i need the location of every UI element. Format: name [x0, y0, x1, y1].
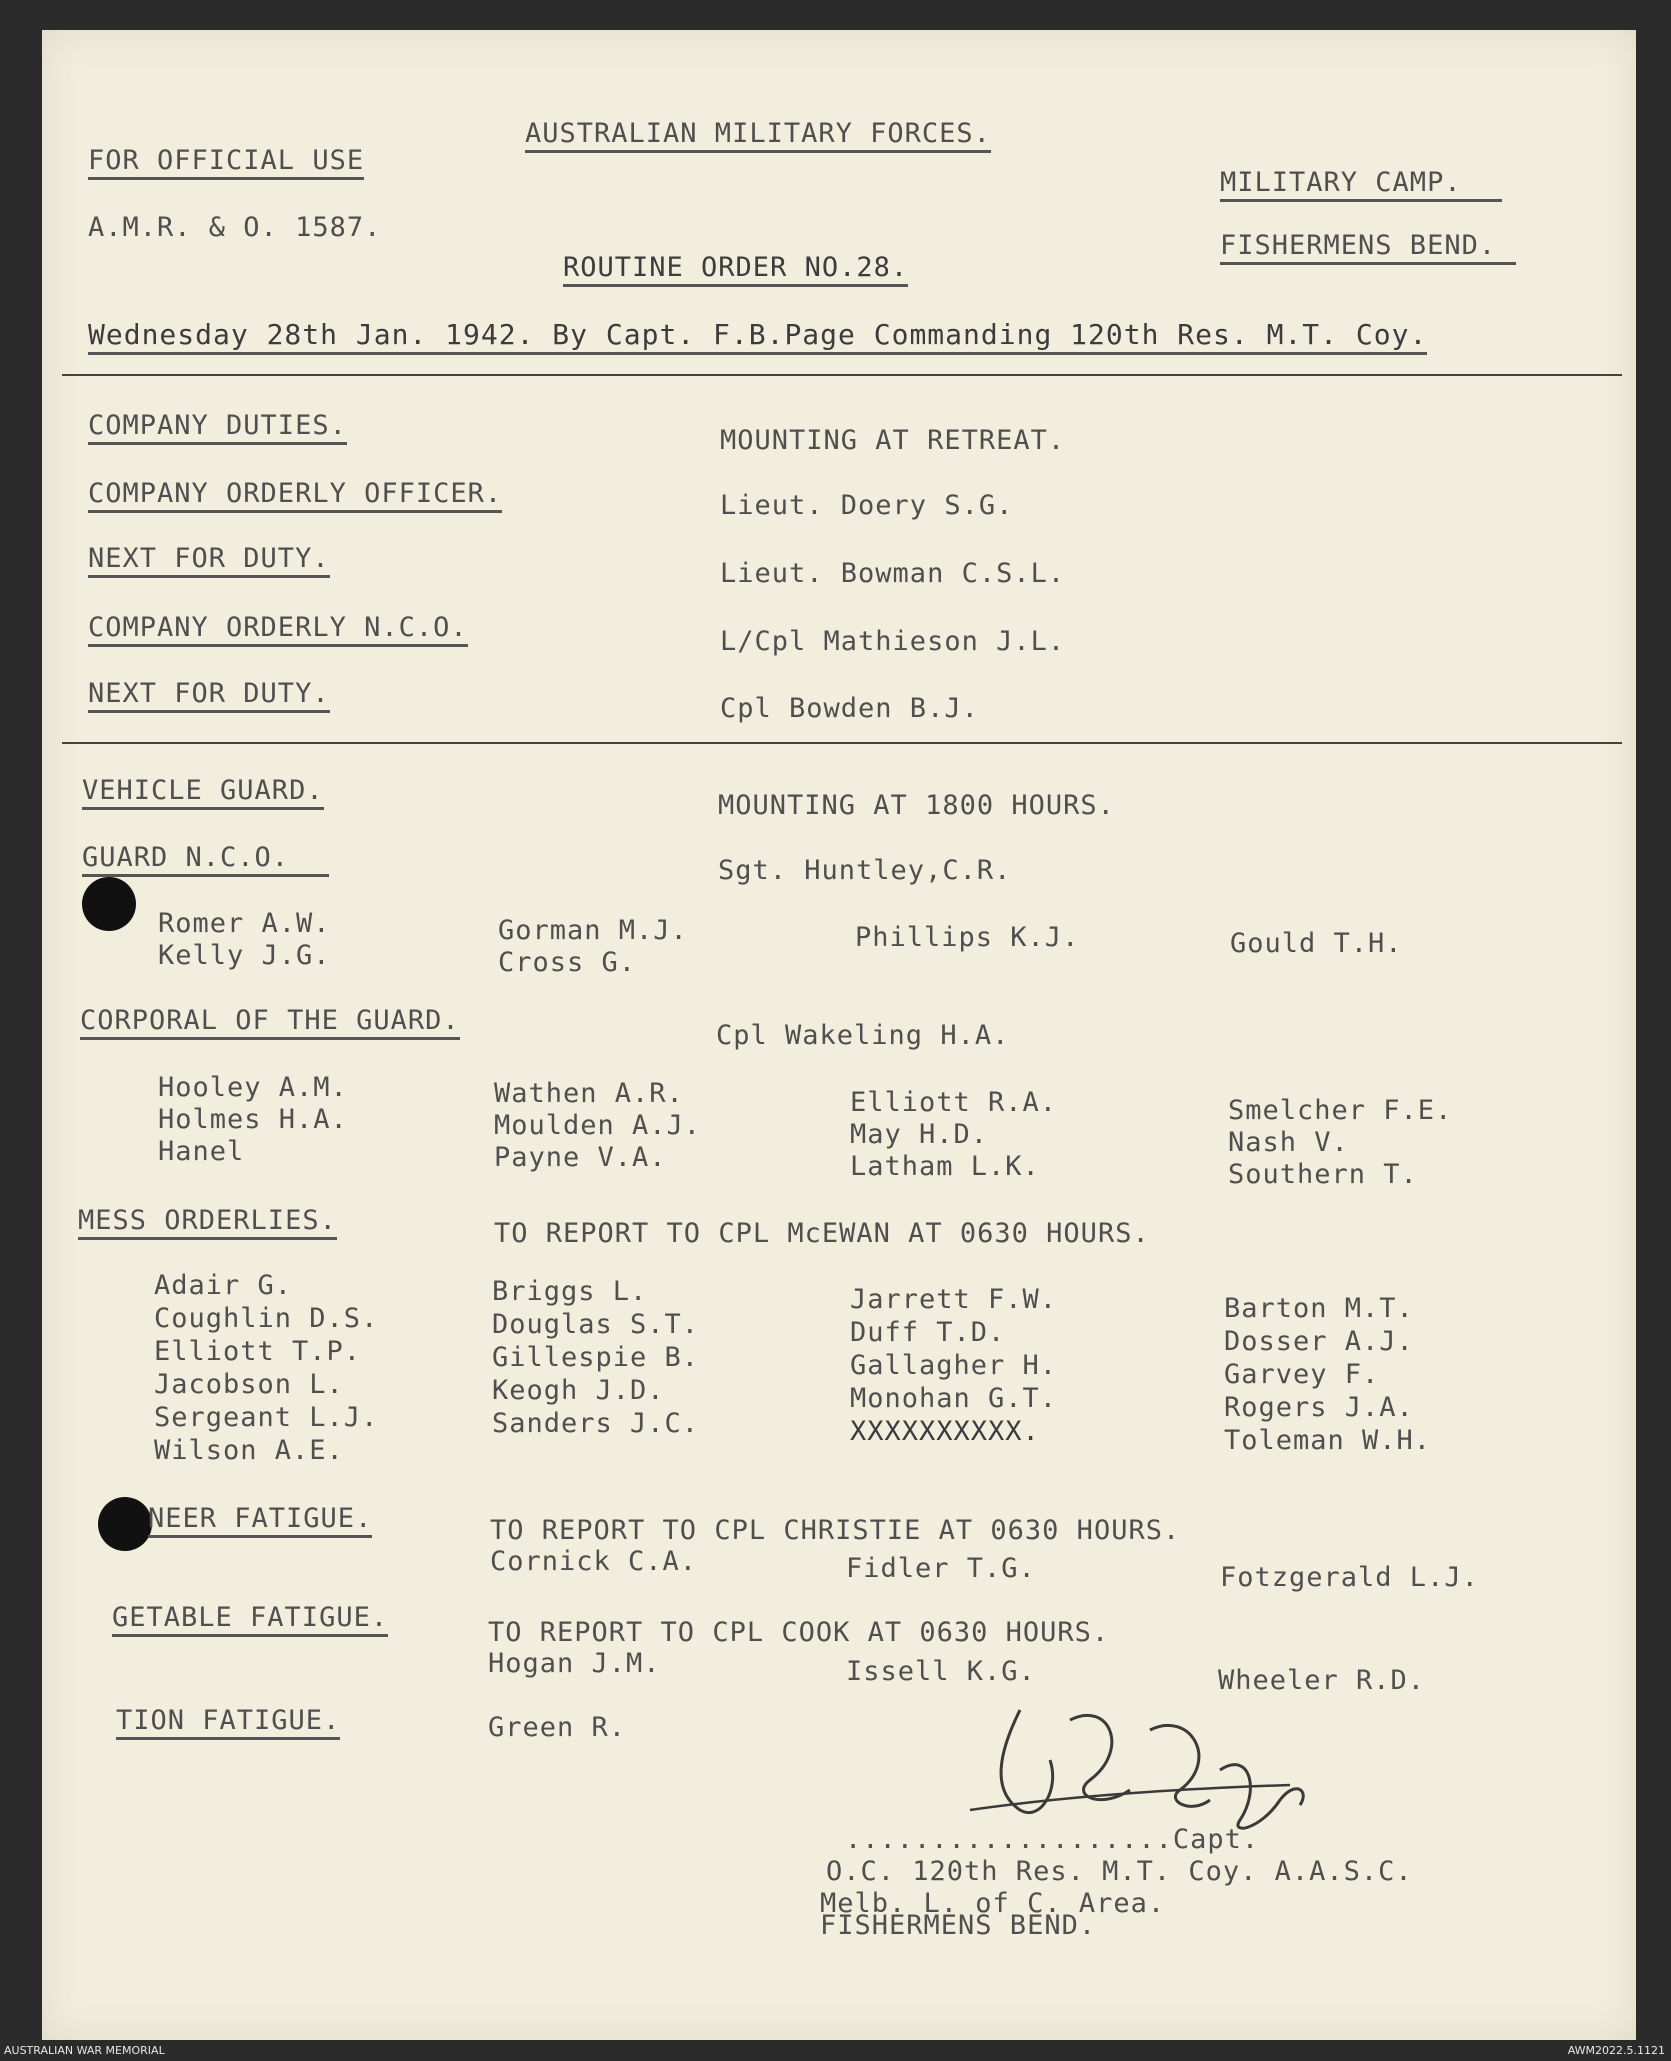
- orderly-officer-value: Lieut. Doery S.G.: [720, 490, 1014, 521]
- guard-member: Phillips K.J.: [855, 922, 1080, 953]
- signatory-title: O.C. 120th Res. M.T. Coy. A.A.S.C.: [826, 1856, 1413, 1887]
- fatigue-member: Issell K.G.: [846, 1656, 1036, 1687]
- mess-member: Gallagher H.: [850, 1350, 1058, 1381]
- fatigue-member: Hogan J.M.: [488, 1648, 661, 1679]
- guard-member: Elliott R.A.: [850, 1087, 1058, 1118]
- mess-member: Douglas S.T.: [492, 1309, 700, 1340]
- guard-member: Latham L.K.: [850, 1151, 1040, 1182]
- mess-member: Toleman W.H.: [1224, 1425, 1432, 1456]
- fatigue-member: Cornick C.A.: [490, 1546, 698, 1577]
- mess-member: Duff T.D.: [850, 1317, 1006, 1348]
- guard-member: Kelly J.G.: [158, 940, 331, 971]
- mess-member: Adair G.: [154, 1270, 293, 1301]
- guard-member: Romer A.W.: [158, 908, 331, 939]
- vegetable-fatigue-label: GETABLE FATIGUE.: [112, 1602, 388, 1637]
- for-official-use: FOR OFFICIAL USE: [88, 145, 364, 180]
- guard-member: Nash V.: [1228, 1127, 1349, 1158]
- order-dateline: Wednesday 28th Jan. 1942. By Capt. F.B.Page Commanding 120th Res. M.T. Coy.: [88, 318, 1427, 355]
- fatigue-member: Fidler T.G.: [846, 1553, 1036, 1584]
- mess-member: Barton M.T.: [1224, 1293, 1414, 1324]
- signature-dotted-line: ...................Capt.: [845, 1824, 1260, 1855]
- archive-credit: AUSTRALIAN WAR MEMORIAL: [4, 2044, 165, 2057]
- guard-member: Wathen A.R.: [494, 1078, 684, 1109]
- handwritten-signature: [960, 1690, 1380, 1840]
- guard-member: Payne V.A.: [494, 1142, 667, 1173]
- guard-member: Smelcher F.E.: [1228, 1095, 1453, 1126]
- orderly-officer-label: COMPANY ORDERLY OFFICER.: [88, 478, 502, 513]
- mess-member: Monohan G.T.: [850, 1383, 1058, 1414]
- document-title: AUSTRALIAN MILITARY FORCES.: [525, 118, 991, 153]
- mess-member: Garvey F.: [1224, 1359, 1380, 1390]
- punch-hole: [82, 877, 136, 931]
- mess-member: Wilson A.E.: [154, 1435, 344, 1466]
- guard-member: Gorman M.J.: [498, 915, 688, 946]
- archive-reference: AWM2022.5.1121: [1567, 2044, 1665, 2057]
- vehicle-guard-value: MOUNTING AT 1800 HOURS.: [718, 790, 1115, 821]
- mess-orderlies-label: MESS ORDERLIES.: [78, 1205, 337, 1240]
- corporal-guard-label: CORPORAL OF THE GUARD.: [80, 1005, 460, 1040]
- mess-member: Sanders J.C.: [492, 1408, 700, 1439]
- company-duties-value: MOUNTING AT RETREAT.: [720, 425, 1066, 456]
- next-duty-nco-value: Cpl Bowden B.J.: [720, 693, 979, 724]
- mess-member: Briggs L.: [492, 1276, 648, 1307]
- guard-member: Hooley A.M.: [158, 1072, 348, 1103]
- guard-member: Gould T.H.: [1230, 928, 1403, 959]
- mess-member: Jarrett F.W.: [850, 1284, 1058, 1315]
- mess-member: Rogers J.A.: [1224, 1392, 1414, 1423]
- mess-member: Dosser A.J.: [1224, 1326, 1414, 1357]
- mess-member: Keogh J.D.: [492, 1375, 665, 1406]
- mess-orderlies-value: TO REPORT TO CPL McEWAN AT 0630 HOURS.: [494, 1218, 1150, 1249]
- guard-member: Cross G.: [498, 947, 637, 978]
- signatory-area: Melb. L. of C. Area.: [820, 1888, 1166, 1919]
- punch-hole: [98, 1497, 152, 1551]
- ration-fatigue-label: TION FATIGUE.: [116, 1705, 340, 1740]
- camp-location: FISHERMENS BEND.: [1220, 230, 1516, 265]
- struck-out-name: XXXXXXXXXX.: [850, 1416, 1040, 1447]
- mess-member: Jacobson L.: [154, 1369, 344, 1400]
- guard-nco-label: GUARD N.C.O.: [82, 842, 329, 877]
- next-duty-nco-label: NEXT FOR DUTY.: [88, 678, 330, 713]
- divider-line: [62, 374, 1622, 376]
- mess-member: Sergeant L.J.: [154, 1402, 379, 1433]
- pioneer-fatigue-label: NEER FATIGUE.: [148, 1503, 372, 1538]
- fatigue-member: Wheeler R.D.: [1218, 1665, 1426, 1696]
- pioneer-fatigue-value: TO REPORT TO CPL CHRISTIE AT 0630 HOURS.: [490, 1515, 1181, 1546]
- routine-order-number: ROUTINE ORDER NO.28.: [563, 252, 908, 287]
- orderly-nco-label: COMPANY ORDERLY N.C.O.: [88, 612, 468, 647]
- mess-member: Elliott T.P.: [154, 1336, 362, 1367]
- next-duty-officer-value: Lieut. Bowman C.S.L.: [720, 558, 1066, 589]
- vehicle-guard-label: VEHICLE GUARD.: [82, 775, 324, 810]
- guard-nco-value: Sgt. Huntley,C.R.: [718, 855, 1012, 886]
- fatigue-member: Fotzgerald L.J.: [1220, 1562, 1479, 1593]
- mess-member: Gillespie B.: [492, 1342, 700, 1373]
- guard-member: Holmes H.A.: [158, 1104, 348, 1135]
- guard-member: Southern T.: [1228, 1159, 1418, 1190]
- company-duties-label: COMPANY DUTIES.: [88, 410, 347, 445]
- guard-member: Hanel: [158, 1136, 245, 1167]
- camp-name: MILITARY CAMP.: [1220, 167, 1502, 202]
- guard-member: May H.D.: [850, 1119, 989, 1150]
- next-duty-officer-label: NEXT FOR DUTY.: [88, 543, 330, 578]
- mess-member: Coughlin D.S.: [154, 1303, 379, 1334]
- orderly-nco-value: L/Cpl Mathieson J.L.: [720, 626, 1066, 657]
- amr-reference: A.M.R. & O. 1587.: [88, 212, 382, 243]
- signatory-location: FISHERMENS BEND.: [820, 1910, 1097, 1941]
- divider-line: [62, 742, 1622, 744]
- vegetable-fatigue-value: TO REPORT TO CPL COOK AT 0630 HOURS.: [488, 1617, 1110, 1648]
- ration-fatigue-value: Green R.: [488, 1712, 627, 1743]
- guard-member: Moulden A.J.: [494, 1110, 702, 1141]
- corporal-guard-value: Cpl Wakeling H.A.: [716, 1020, 1010, 1051]
